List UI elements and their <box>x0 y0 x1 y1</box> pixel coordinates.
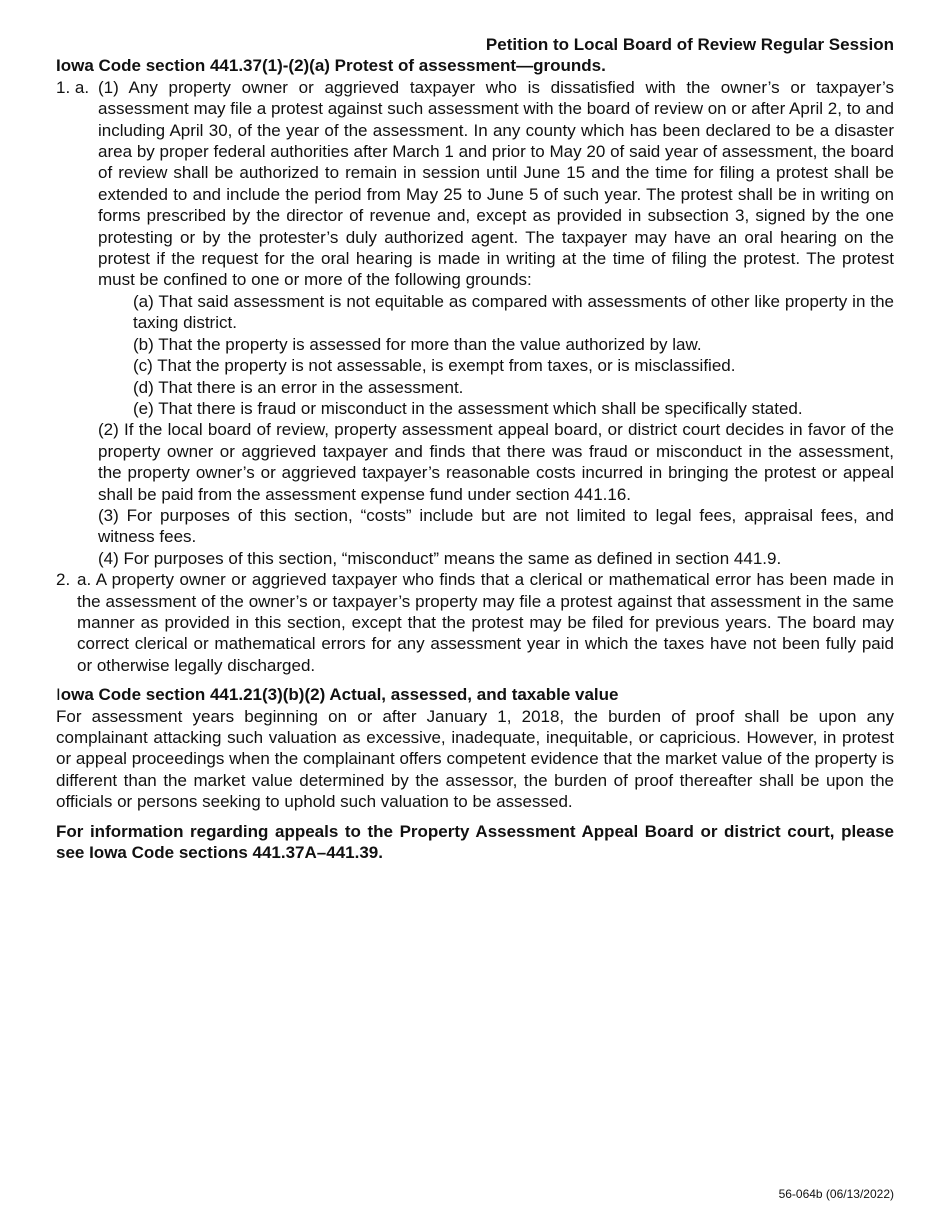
ground-a: (a) That said assessment is not equitable as compared with assessments of other like property in the taxing district. <box>133 291 894 333</box>
subsection-3: (3) For purposes of this section, “costs” include but are not limited to legal fees, appraisal fees, and witness fees. <box>98 505 894 547</box>
section-heading-441-21 <box>56 684 894 705</box>
section-heading-441-37: Iowa Code section 441.37(1)-(2)(a) Protest of assessment—grounds. <box>56 56 606 76</box>
appeals-info-note: For information regarding appeals to the Property Assessment Appeal Board or district court, please see Iowa Code sections 441.37A–441.39. <box>56 821 894 863</box>
form-id-footer: 56-064b (06/13/2022) <box>778 1187 894 1201</box>
subsection-2: (2) If the local board of review, property assessment appeal board, or district court decides in favor of the property owner or aggrieved taxpayer and finds that there was fraud or misconduct in the assessment, the property owner’s or aggrieved taxpayer’s reasonable costs incurred in bringing the protest or appeal shall be paid from the assessment expense fund under section 441.16. <box>98 420 894 504</box>
section-heading-initial: I <box>56 685 61 705</box>
burden-of-proof-paragraph: For assessment years beginning on or after January 1, 2018, the burden of proof shall be upon any complainant attacking such valuation as excessive, inadequate, inequitable, or capricious. However, in protest or appeal proceedings when the complainant offers competent evidence that the market value of the property is different than the market value determined by the assessor, the burden of proof thereafter shall be upon the officials or persons seeking to uphold such valuation to be assessed. <box>56 706 894 812</box>
form-title: Petition to Local Board of Review Regular Session <box>485 35 894 54</box>
paragraph-2a <box>56 569 894 676</box>
ground-d: (d) That there is an error in the assessment. <box>133 377 464 397</box>
ground-c: (c) That the property is not assessable, is exempt from taxes, or is misclassified. <box>133 356 736 376</box>
paragraph-1a <box>56 77 894 291</box>
paragraph-2-label: 2. <box>56 570 71 590</box>
paragraph-2a-text: a. A property owner or aggrieved taxpayer who finds that a clerical or mathematical error has been made in the assessment of the owner’s or taxpayer’s property may file a protest against that assessment in the same manner as provided in this section, except that the protest may be filed for previous years. The board may correct clerical or mathematical errors for any assessment year in which the taxes have not been fully paid or otherwise legally discharged. <box>77 570 894 675</box>
paragraph-1a-text: (1) Any property owner or aggrieved taxpayer who is dissatisfied with the owner’s or taxpayer’s assessment may file a protest against such assessment with the board of review on or after April 2, to and including April 30, of the year of the assessment. In any county which has been declared to be a disaster area by proper federal authorities after March 1 and prior to May 20 of said year of assessment, the board of review shall be authorized to remain in session until June 15 and the time for filing a protest shall be extended to and include the period from May 25 to June 5 of such year. The protest shall be in writing on forms prescribed by the director of revenue and, except as provided in subsection 3, signed by the one protesting or by the protester’s duly authorized agent. The taxpayer may have an oral hearing on the protest if the request for the oral hearing is made in writing at the time of filing the protest. The protest must be confined to one or more of the following grounds: <box>98 77 894 290</box>
section-heading-rest: owa Code section 441.21(3)(b)(2) Actual, assessed, and taxable value <box>60 685 619 705</box>
paragraph-1a-label: 1. a. <box>56 77 90 97</box>
subsection-4: (4) For purposes of this section, “misconduct” means the same as defined in section 441.9. <box>98 548 782 568</box>
ground-e: (e) That there is fraud or misconduct in the assessment which shall be specifically stated. <box>133 398 803 418</box>
document-content <box>56 34 894 863</box>
ground-b: (b) That the property is assessed for more than the value authorized by law. <box>133 334 702 354</box>
